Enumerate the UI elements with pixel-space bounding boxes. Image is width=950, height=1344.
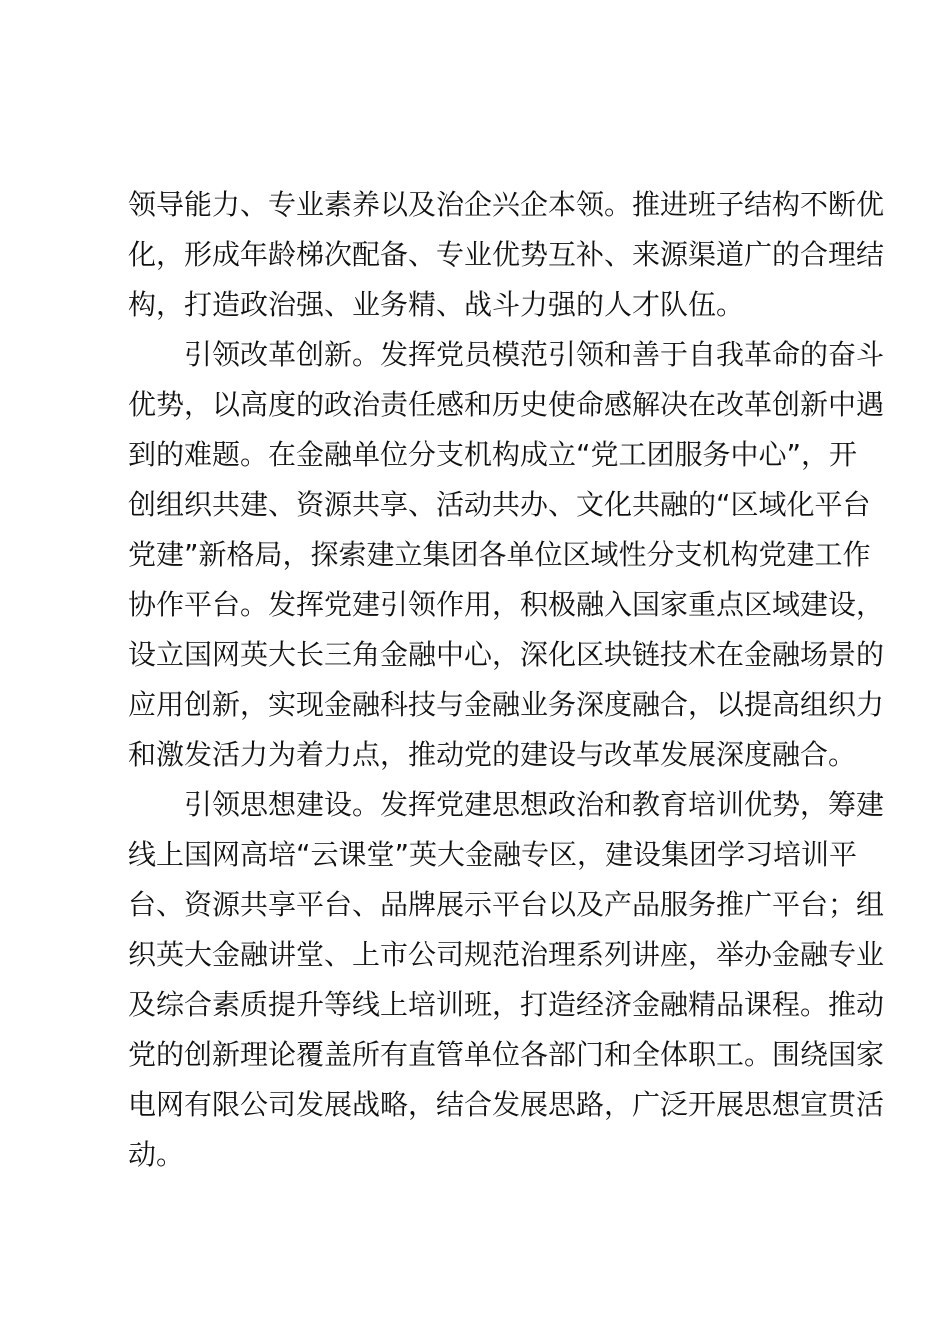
text-line: 引领改革创新。发挥党员模范引领和善于自我革命的奋斗 xyxy=(184,338,885,371)
paragraph-ideological-building xyxy=(128,780,885,1180)
text-line: 引领思想建设。发挥党建思想政治和教育培训优势，筹建 xyxy=(184,788,885,821)
paragraph-reform-innovation xyxy=(128,330,885,780)
text-line: 动。 xyxy=(128,1138,185,1171)
text-line: 设立国网英大长三角金融中心，深化区块链技术在金融场景的 xyxy=(128,638,885,671)
text-line: 党的创新理论覆盖所有直管单位各部门和全体职工。围绕国家 xyxy=(128,1038,885,1071)
text-line: 和激发活力为着力点，推动党的建设与改革发展深度融合。 xyxy=(128,738,857,771)
text-line: 领导能力、专业素养以及治企兴企本领。推进班子结构不断优 xyxy=(128,188,885,221)
text-line: 创组织共建、资源共享、活动共办、文化共融的“区域化平台 xyxy=(128,488,871,521)
text-line: 协作平台。发挥党建引领作用，积极融入国家重点区域建设， xyxy=(128,588,885,621)
body-text xyxy=(128,180,885,1180)
text-line: 党建”新格局，探索建立集团各单位区域性分支机构党建工作 xyxy=(128,538,871,571)
text-line: 化，形成年龄梯次配备、专业优势互补、来源渠道广的合理结 xyxy=(128,238,885,271)
text-line: 电网有限公司发展战略，结合发展思路，广泛开展思想宣贯活 xyxy=(128,1088,885,1121)
text-line: 织英大金融讲堂、上市公司规范治理系列讲座，举办金融专业 xyxy=(128,938,885,971)
text-line: 应用创新，实现金融科技与金融业务深度融合，以提高组织力 xyxy=(128,688,885,721)
paragraph-leadership-continued xyxy=(128,180,885,330)
text-line: 台、资源共享平台、品牌展示平台以及产品服务推广平台；组 xyxy=(128,888,885,921)
text-line: 优势，以高度的政治责任感和历史使命感解决在改革创新中遇 xyxy=(128,388,885,421)
text-line: 线上国网高培“云课堂”英大金融专区，建设集团学习培训平 xyxy=(128,838,858,871)
text-line: 到的难题。在金融单位分支机构成立“党工团服务中心”，开 xyxy=(128,438,858,471)
text-line: 构，打造政治强、业务精、战斗力强的人才队伍。 xyxy=(128,288,745,321)
text-line: 及综合素质提升等线上培训班，打造经济金融精品课程。推动 xyxy=(128,988,885,1021)
